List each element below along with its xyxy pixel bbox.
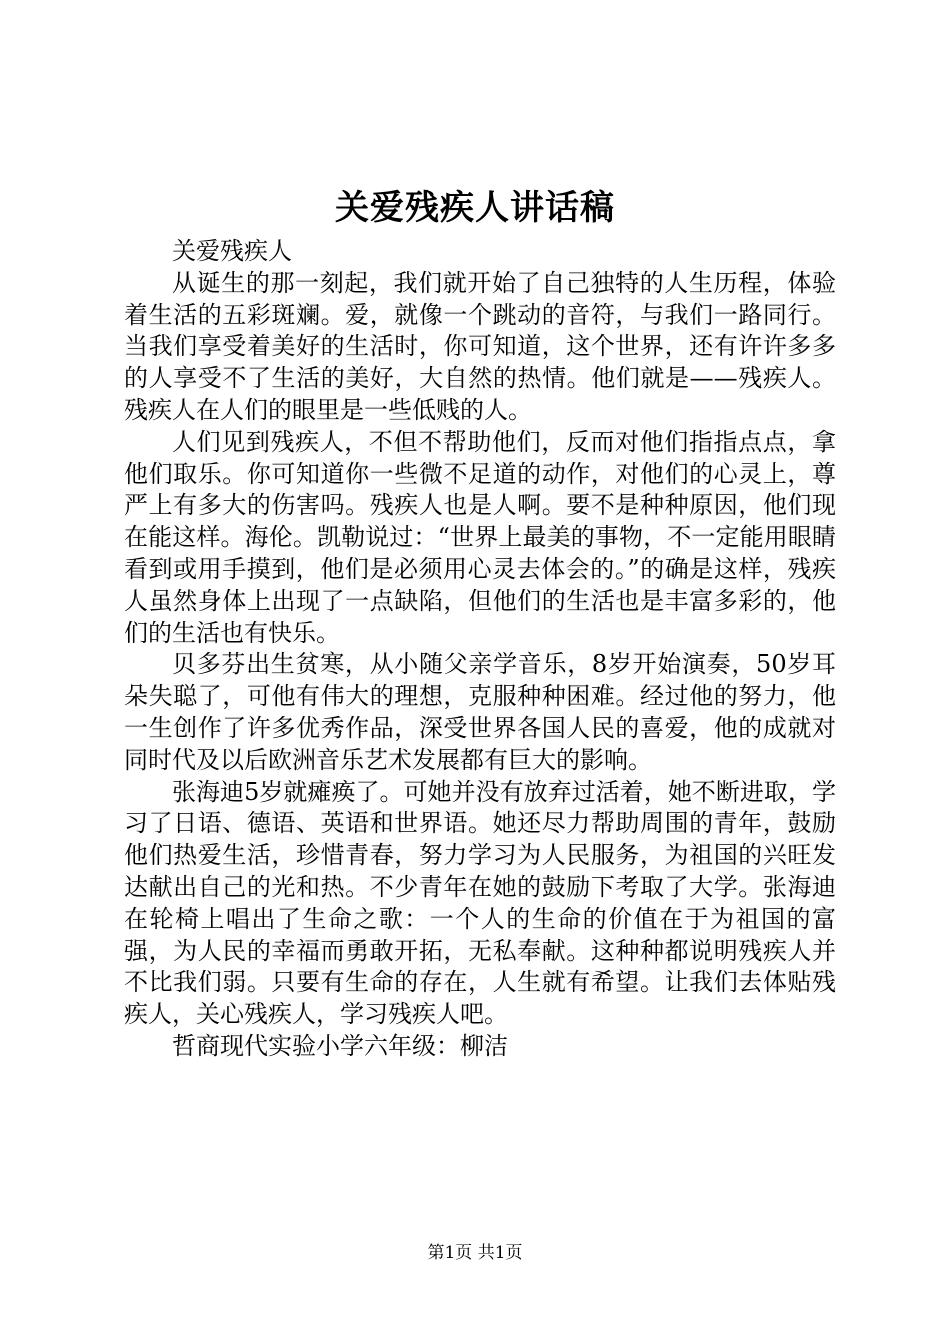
paragraph-2: 人们见到残疾人，不但不帮助他们，反而对他们指指点点，拿他们取乐。你可知道你一些微不足道的动作，对他们的心灵上，尊严上有多大的伤害吗。残疾人也是人啊。要不是种种原因，他们现在能这样。海伦。凯勒说过：“世界上最美的事物，不一定能用眼睛看到或用手摸到，他们是必须用心灵去体会的。”的确是这样，残疾人虽然身体上出现了一点缺陷，但他们的生活也是丰富多彩的，他们的生活也有快乐。 xyxy=(124,427,836,647)
paragraph-4: 张海迪5岁就瘫痪了。可她并没有放弃过活着，她不断进取，学习了日语、德语、英语和世界语。她还尽力帮助周围的青年，鼓励他们热爱生活，珍惜青春，努力学习为人民服务，为祖国的兴旺发达献出自己的光和热。不少青年在她的鼓励下考取了大学。张海迪在轮椅上唱出了生命之歌：一个人的生命的价值在于为祖国的富强，为人民的幸福而勇敢开拓，无私奉献。这种种都说明残疾人并不比我们弱。只要有生命的存在，人生就有希望。让我们去体贴残疾人，关心残疾人，学习残疾人吧。 xyxy=(124,777,836,1029)
author-signature: 哲商现代实验小学六年级：柳洁 xyxy=(172,1031,508,1060)
document-title: 关爱残疾人讲话稿 xyxy=(335,188,615,228)
page-footer: 第1页 共1页 xyxy=(427,1243,523,1263)
paragraph-heading: 关爱残疾人 xyxy=(172,237,292,265)
paragraph-1: 从诞生的那一刻起，我们就开始了自己独特的人生历程，体验着生活的五彩斑斓。爱，就像一个跳动的音符，与我们一路同行。当我们享受着美好的生活时，你可知道，这个世界，还有许许多多的人享受不了生活的美好，大自然的热情。他们就是——残疾人。残疾人在人们的眼里是一些低贱的人。 xyxy=(124,268,836,424)
document-body xyxy=(124,236,836,1063)
paragraph-3: 贝多芬出生贫寒，从小随父亲学音乐，8岁开始演奏，50岁耳朵失聪了，可他有伟大的理想，克服种种困难。经过他的努力，他一生创作了许多优秀作品，深受世界各国人民的喜爱，他的成就对同时代及以后欧洲音乐艺术发展都有巨大的影响。 xyxy=(124,650,836,774)
